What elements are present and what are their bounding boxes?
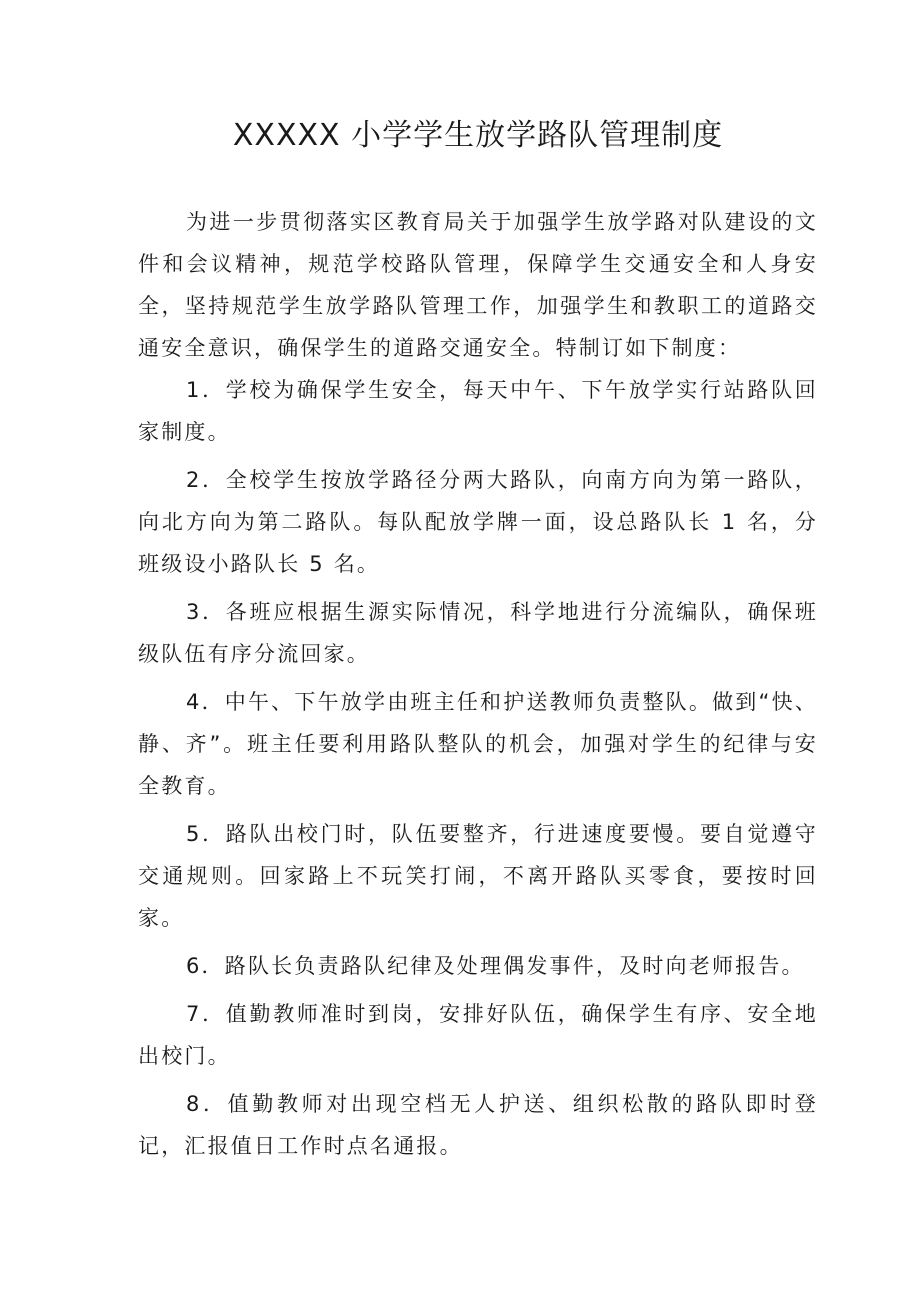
- rule-item-5: 5．路队出校门时，队伍要整齐，行进速度要慢。要自觉遵守交通规则。回家路上不玩笑打闹，不离开路队买零食，要按时回家。: [138, 822, 818, 930]
- document-body: [138, 201, 818, 1173]
- document-title: XXXXX 小学学生放学路队管理制度: [232, 118, 724, 153]
- rule-item-2: 2．全校学生按放学路径分两大路队，向南方向为第一路队，向北方向为第二路队。每队配放学牌一面，设总路队长 1 名，分班级设小路队长 5 名。: [138, 468, 818, 576]
- intro-paragraph: 为进一步贯彻落实区教育局关于加强学生放学路对队建设的文件和会议精神，规范学校路队管理，保障学生交通安全和人身安全，坚持规范学生放学路队管理工作，加强学生和教职工的道路交通安全意识，确保学生的道路交通安全。特制订如下制度：: [138, 210, 818, 360]
- rule-item-6: 6．路队长负责路队纪律及处理偶发事件，及时向老师报告。: [186, 954, 805, 978]
- rule-item-4: 4．中午、下午放学由班主任和护送教师负责整队。做到“快、静、齐”。班主任要利用路队整队的机会，加强对学生的纪律与安全教育。: [138, 690, 818, 798]
- rule-item-7: 7．值勤教师准时到岗，安排好队伍，确保学生有序、安全地出校门。: [138, 1002, 818, 1068]
- rule-item-1: 1．学校为确保学生安全，每天中午、下午放学实行站路队回家制度。: [138, 378, 818, 444]
- rule-item-8: 8．值勤教师对出现空档无人护送、组织松散的路队即时登记，汇报值日工作时点名通报。: [138, 1092, 818, 1158]
- rule-item-3: 3．各班应根据生源实际情况，科学地进行分流编队，确保班级队伍有序分流回家。: [138, 600, 818, 666]
